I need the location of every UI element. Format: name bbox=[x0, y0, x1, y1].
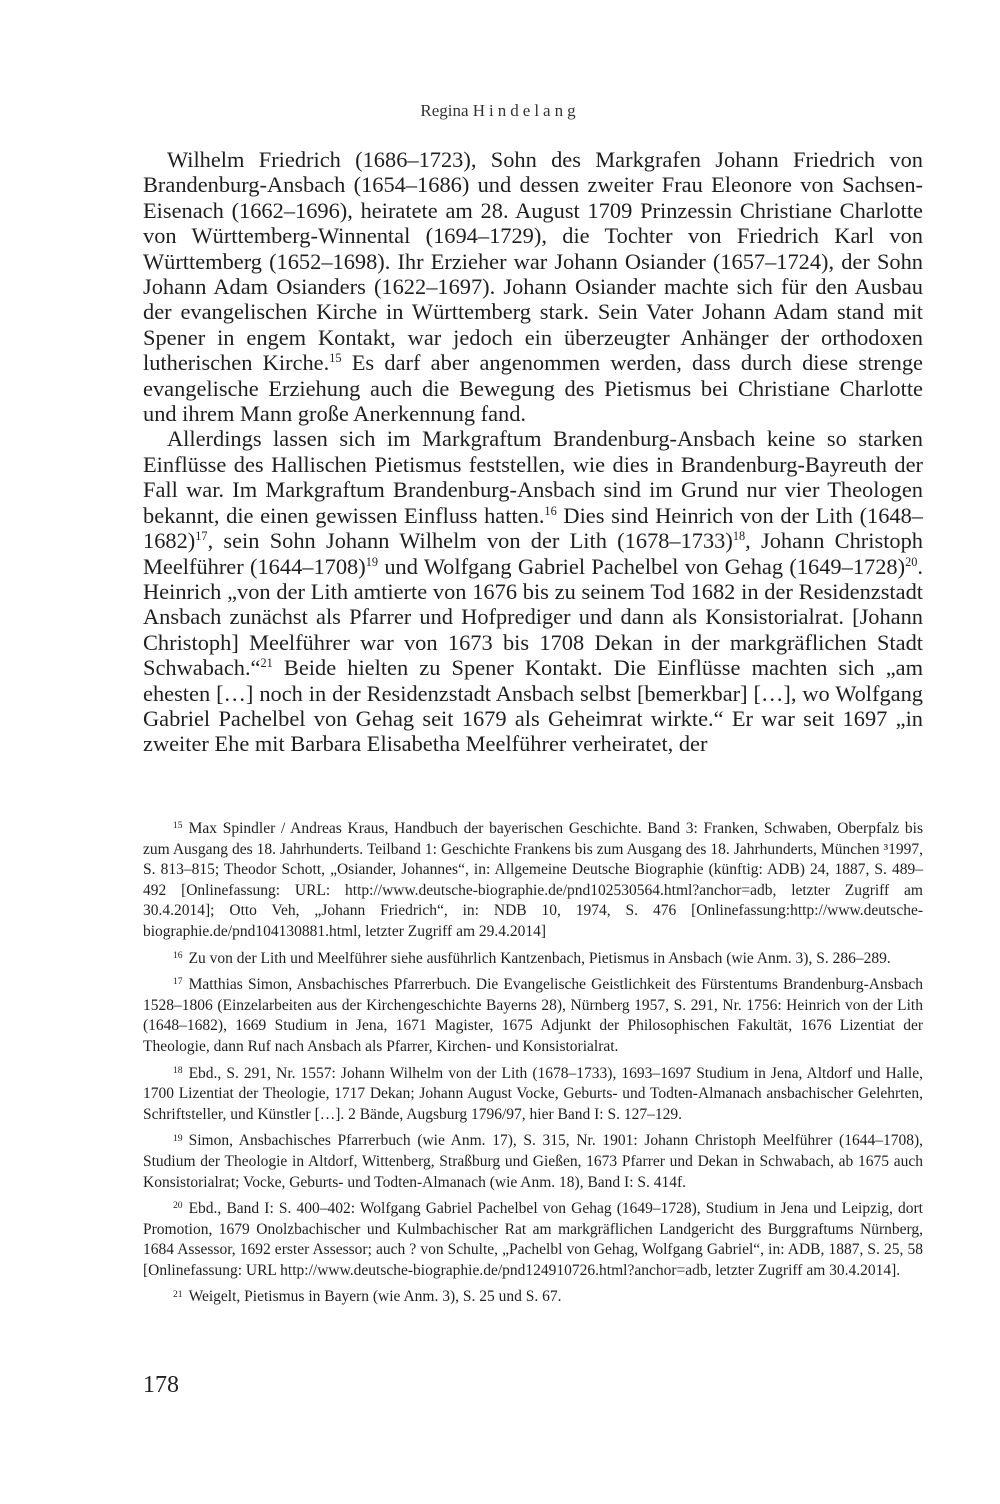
text-run: und Wolfgang Gabriel Pachelbel von Gehag (1649–1728) bbox=[378, 553, 906, 579]
text-run: . Heinrich „von der Lith amtierte von 1676 bis zu seinem Tod 1682 in der Residenzstadt Ansbach zunächst als Pfarrer und Hofprediger und dann als Konsistorialrat. [Johann Christoph] Meelführer war von 1673 bis 1708 Dekan in der markgräflichen Stadt Schwabach.“ bbox=[143, 553, 923, 681]
text-run: , sein Sohn Johann Wilhelm von der Lith (1678–1733) bbox=[207, 528, 733, 554]
text-run: Allerdings lassen sich im Markgraftum Brandenburg-Ansbach keine so starken Einflüsse des Hallischen Pietismus feststellen, wie dies in Brandenburg-Bayreuth der Fall war. Im Markgraftum Brandenburg-Ansbach sind im Grund nur vier Theologen bekannt, die einen gewissen Einfluss hatten. bbox=[143, 426, 923, 528]
footnote-text: Zu von der Lith und Meelführer siehe ausführlich Kantzenbach, Pietismus in Ansbach (wie Anm. 3), S. 286–289. bbox=[188, 949, 891, 967]
footnote-number: 16 bbox=[173, 949, 183, 961]
footnote bbox=[143, 1064, 923, 1126]
footnote-number: 15 bbox=[173, 820, 183, 832]
footnote-text: Matthias Simon, Ansbachisches Pfarrerbuch. Die Evangelische Geistlichkeit des Fürstentums Brandenburg-Ansbach 1528–1806 (Einzelarbeiten aus der Kirchengeschichte Bayerns 28), Nürnberg 1957, S. 291, Nr. 1756: Heinrich von der Lith (1648–1682), 1669 Studium in Jena, 1671 Magister, 1675 Adjunkt der Philosophischen Fakultät, 1676 Lizentiat der Theologie, dann Ruf nach Ansbach als Pfarrer, Kirchen- und Konsistorialrat. bbox=[143, 976, 923, 1055]
footnote-text: Max Spindler / Andreas Kraus, Handbuch der bayerischen Geschichte. Band 3: Franken, Schwaben, Oberpfalz bis zum Ausgang des 18. Jahrhunderts. Teilband 1: Geschichte Frankens bis zum Ausgang des 18. Jahrhunderts, München ³1997, S. 813–815; Theodor Schott, „Osiander, Johannes“, in: Allgemeine Deutsche Biographie (künftig: ADB) 24, 1887, S. 489–492 [Onlinefassung: URL: http://www.deutsche-biographie.de/pnd102530564.html?anchor=adb, letzter Zugriff am 30.4.2014]; Otto Veh, „Johann Friedrich“, in: NDB 10, 1974, S. 476 [Onlinefassung:http://www.deutsche-biographie.de/pnd104130881.html, letzter Zugriff am 29.4.2014] bbox=[143, 820, 923, 940]
footnote-ref[interactable]: 20 bbox=[905, 554, 918, 569]
footnote bbox=[143, 1287, 923, 1308]
footnote-text: Weigelt, Pietismus in Bayern (wie Anm. 3), S. 25 und S. 67. bbox=[188, 1288, 562, 1306]
footnote-ref[interactable]: 19 bbox=[365, 554, 379, 569]
text-run: Dies sind Heinrich von der Lith (1648–1682) bbox=[143, 502, 923, 554]
footnote bbox=[143, 949, 923, 970]
text-run: Wilhelm Friedrich (1686–1723), Sohn des Markgrafen Johann Friedrich von Brandenburg-Ansbach (1654–1686) und dessen zweiter Frau Eleonore von Sachsen-Eisenach (1662–1696), heiratete am 28. August 1709 Prinzessin Christiane Charlotte von Württemberg-Winnental (1694–1729), die Tochter von Friedrich Karl von Württemberg (1652–1698). Ihr Erzieher war Johann Osiander (1657–1724), der Sohn Johann Adam Osianders (1622–1697). Johann Osiander machte sich für den Ausbau der evangelischen Kirche in Württemberg stark. Sein Vater Johann Adam stand mit Spener in engem Kontakt, war jedoch ein überzeugter Anhänger der orthodoxen lutherischen Kirche. bbox=[143, 147, 923, 376]
footnote-text: Ebd., Band I: S. 400–402: Wolfgang Gabriel Pachelbel von Gehag (1649–1728), Studium in Jena und Leipzig, dort Promotion, 1679 Onolzbachischer und Kulmbachischer Rat am markgräflichen Landgericht des Burggraftums Nürnberg, 1684 Assessor, 1692 erster Assessor; auch ? von Schulte, „Pachelbl von Gehag, Wolfgang Gabriel“, in: ADB, 1887, S. 25, 58 [Onlinefassung: URL http://www.deutsche-biographie.de/pnd124910726.html?anchor=adb, letzter Zugriff am 30.4.2014]. bbox=[143, 1200, 923, 1279]
running-head bbox=[0, 101, 1000, 121]
footnotes bbox=[143, 819, 923, 1314]
footnote-text: Ebd., S. 291, Nr. 1557: Johann Wilhelm von der Lith (1678–1733), 1693–1697 Studium in Jena, Altdorf und Halle, 1700 Lizentiat der Theologie, 1717 Dekan; Johann August Vocke, Geburts- und Todten-Almanach ansbachischer Gelehrten, Schriftsteller, und Künstler […]. 2 Bände, Augsburg 1796/97, hier Band I: S. 127–129. bbox=[143, 1064, 923, 1123]
footnote-ref[interactable]: 15 bbox=[329, 351, 342, 366]
footnote-text: Simon, Ansbachisches Pfarrerbuch (wie Anm. 17), S. 315, Nr. 1901: Johann Christoph Meelführer (1644–1708), Studium der Theologie in Altdorf, Wittenberg, Straßburg und Gießen, 1673 Pfarrer und Dekan in Schwabach, ab 1675 auch Konsistorialrat; Vocke, Geburts- und Todten-Almanach (wie Anm. 18), Band I: S. 414f. bbox=[143, 1132, 923, 1191]
text-run: Es darf aber angenommen werden, dass durch diese strenge evangelische Erziehung auch die Bewegung des Pietismus bei Christiane Charlotte und ihrem Mann große Anerkennung fand. bbox=[143, 350, 923, 427]
footnote bbox=[143, 819, 923, 943]
footnote bbox=[143, 1131, 923, 1193]
footnote-number: 19 bbox=[173, 1132, 183, 1144]
footnote-ref[interactable]: 18 bbox=[732, 529, 746, 544]
footnote-number: 18 bbox=[173, 1064, 183, 1076]
footnote-ref[interactable]: 21 bbox=[260, 656, 273, 671]
author-last-name: Hindelang bbox=[472, 101, 580, 120]
footnote bbox=[143, 975, 923, 1057]
footnote-ref[interactable]: 17 bbox=[195, 529, 208, 544]
page-number: 178 bbox=[143, 1372, 179, 1398]
footnote bbox=[143, 1199, 923, 1281]
footnote-number: 17 bbox=[173, 976, 183, 988]
paragraph bbox=[143, 147, 923, 426]
body-text bbox=[143, 147, 923, 757]
text-run: Beide hielten zu Spener Kontakt. Die Einflüsse machten sich „am ehesten […] noch in der Residenzstadt Ansbach selbst [bemerkbar] […], wo Wolfgang Gabriel Pachelbel von Gehag seit 1679 als Geheimrat wirkte.“ Er war seit 1697 „in zweiter Ehe mit Barbara Elisabetha Meelführer verheiratet, der bbox=[143, 655, 923, 757]
footnote-number: 21 bbox=[173, 1288, 183, 1300]
paragraph bbox=[143, 426, 923, 756]
footnote-ref[interactable]: 16 bbox=[544, 503, 557, 518]
footnote-number: 20 bbox=[173, 1200, 183, 1212]
text-run: , Johann Christoph Meelführer (1644–1708) bbox=[143, 528, 923, 579]
author-first-name: Regina bbox=[420, 101, 469, 120]
